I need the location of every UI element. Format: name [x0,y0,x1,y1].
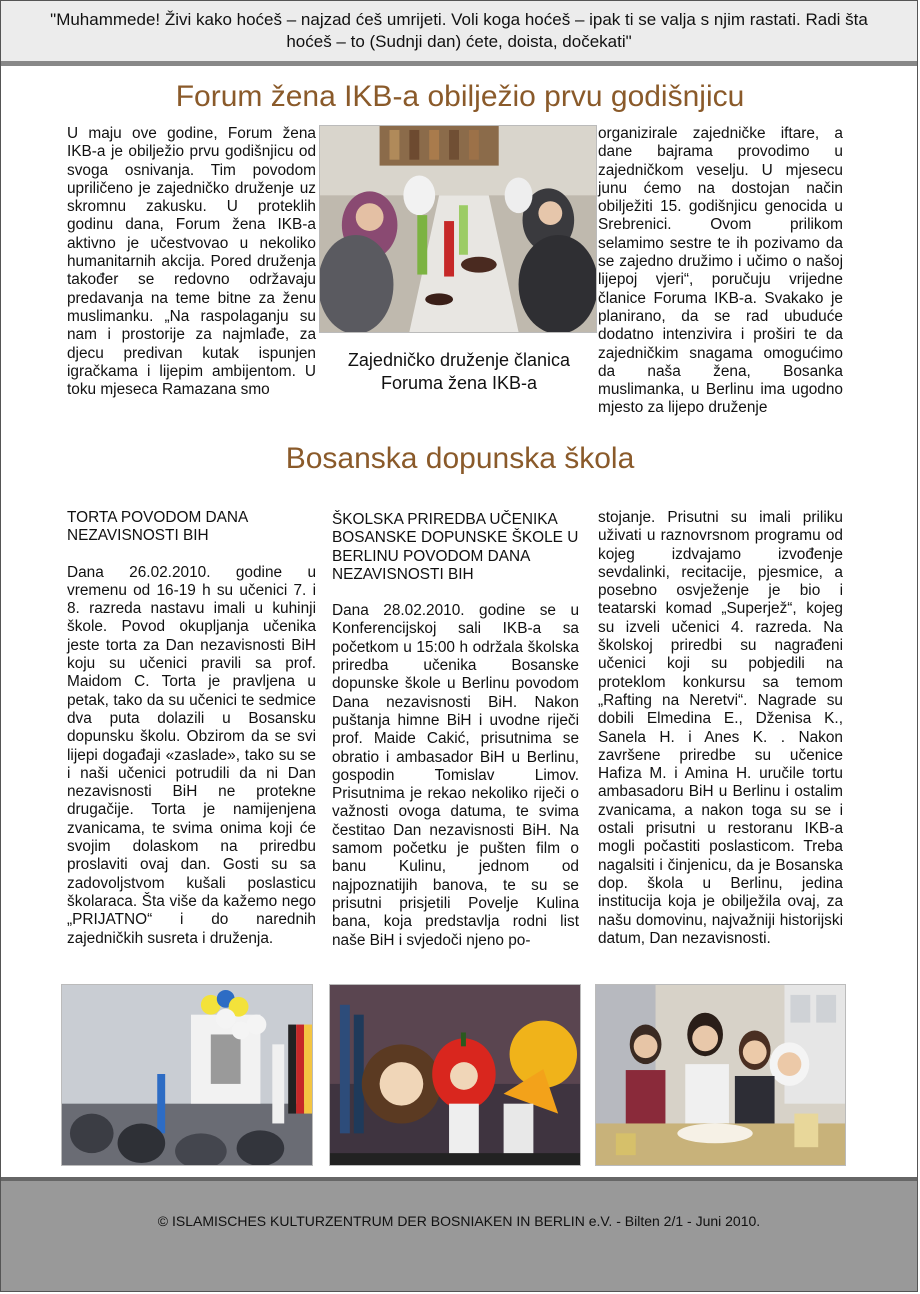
article-1-column-3-text: organizirale zajedničke iftare, a dane bajrama provodimo u zajedničkom veselju. U mjesecu junu ćemo na dostojan način obilježiti 15. godišnjicu genocida u Srebrenici. Ovom prilikom selamimo sestre te ih pozivamo da se zajedno družimo i učimo o našoj lijepoj vjeri“, poručuju vrijedne članice Foruma IKB-a. Svakako je planirano, da se rad ubuduće dodatno intenzivira i proširi te da zajedničkim snagama omogućimo da naša žena, Bosanka muslimanka, u Berlinu ima ugodno mjesto za lijepo druženje [598,125,843,417]
article-2-column-2 [332,511,579,950]
photo-children-stage-play [329,984,581,1166]
article-2-column-2-text: Dana 28.02.2010. godine se u Konferencijskoj sali IKB-a sa početkom u 15:00 h održala školska priredba učenika Bosanske dopunske škole u Berlinu povodom Dana nezavisnosti BiH. Nakon puštanja himne BiH i uvodne riječi prof. Maide Cakić, prisutnima se obratio i ambasador BiH u Berlinu, gospodin Tomislav Limov. Prisutnima je rekao nekoliko riječi o važnosti ovoga datuma, te svima čestitao Dan nezavisnosti BiH. Na samom početku je pušten film o banu Kulinu, jednom od najpoznatijih banova, te su se prisutni prisjetili Povelje Kulina bana, koja predstavlja rodni list naše BiH i svjedoči njeno po- [332,602,579,949]
photo-caption: Zajedničko druženje članica Foruma žena IKB-a [347,350,571,393]
quote-banner [1,1,917,66]
article-1-column-1 [67,125,316,399]
article-2-column-1 [67,509,316,948]
article-2-title: Bosanska dopunska škola [285,442,635,475]
article-2-column-1-heading: TORTA POVODOM DANA NEZAVISNOSTI BIH [67,509,248,545]
article-2-column-3-text: stojanje. Prisutni su imali priliku uživati u raznovrsnom programu od kojeg izdvajamo izvođenje sevdalinki, recitacije, pjesmice, a posebno osvježenje je bio i teatarski komad „Superjež“, kojeg su izveli učenici 4. razreda. Na školskoj priredbi su nagrađeni učenici koji su pobjedili na proteklom konkursu sa temom „Rafting na Neretvi“. Nagrade su dobili Elmedina E., Dženisa K., Sanela H. i Anes K. . Nakon završene priredbe su učenice Hafiza M. i Amina H. uručile tortu ambasadoru BiH u Berlinu i ostalim zvanicama, a nakon toga su se i ostali prisutni u restoranu IKB-a mogli počastiti poslasticom. Treba nagalsiti i činjenicu, da je Bosanska dop. škola u Berlinu, jedina institucija koja je obilježila ovaj, za našu domovinu, najvažniji historijski datum, Dan nezavisnosti. [598,509,843,947]
article-1-column-1-text: U maju ove godine, Forum žena IKB-a je obilježio prvu godišnjicu od svoga osnivanja. Tim povodom upriličeno je zajedničko druženje uz skromnu zakusku. U proteklih godinu dana, Forum žena IKB-a aktivno je učestvovao u nekoliko humanitarnih akcija. Pored druženja također se redovno održavaju predavanja na teme bitne za ženu muslimanku. „Na raspolaganju su nam i prostorije za najmlađe, za djecu predivan kutak ispunjen igračkama i lijepim ambijentom. U toku mjeseca Ramazana smo [67,125,316,399]
photo-school-celebration-balloons [61,984,313,1166]
photo-kitchen-cake-baking [595,984,846,1166]
footer-text: © ISLAMISCHES KULTURZENTRUM DER BOSNIAKEN IN BERLIN e.V. - Bilten 2/1 - Juni 2010. [157,1213,761,1229]
article-1-column-3 [598,125,843,418]
article-2-column-3 [598,509,843,948]
article-2-column-1-text: Dana 26.02.2010. godine u vremenu od 16-19 h su učenici 7. i 8. razreda nastavu imali u kuhinji škole. Povod okupljanja učenika jeste torta za Dan nezavisnosti BiH koju su učenici pravili sa prof. Maidom C. Torta je pravljena u petak, tako da su učenici te sedmice dva puta dolazili u Bosansku dopunsku školu. Obzirom da se svi lijepi događaji «zaslade», tako su se i naši učenici potrudili da ni Dan nezavisnosti BiH ne protekne drugačije. Torta je namijenjena zvanicama, te svima onima koji će svojim dolaskom na priredbu proslaviti ovaj dan. Gosti su sa zadovoljstvom kušali poslasticu školaraca. Šta više da kažemo nego „PRIJATNO“ i do narednih zajedničkih susreta i druženja. [67,563,316,947]
photo-women-forum-gathering [319,125,597,333]
article-2-column-2-heading: ŠKOLSKA PRIREDBA UČENIKA BOSANSKE DOPUNSKE ŠKOLE U BERLINU POVODOM DANA NEZAVISNOSTI BIH [332,511,579,583]
quote-text: "Muhammede! Živi kako hoćeš – najzad ćeš umrijeti. Voli koga hoćeš – ipak ti se valja s njim rastati. Radi šta hoćeš – to (Sudnji dan) ćete, doista, dočekati" [50,10,868,51]
article-1-title: Forum žena IKB-a obilježio prvu godišnjicu [175,80,745,113]
page-footer [1,1177,917,1292]
